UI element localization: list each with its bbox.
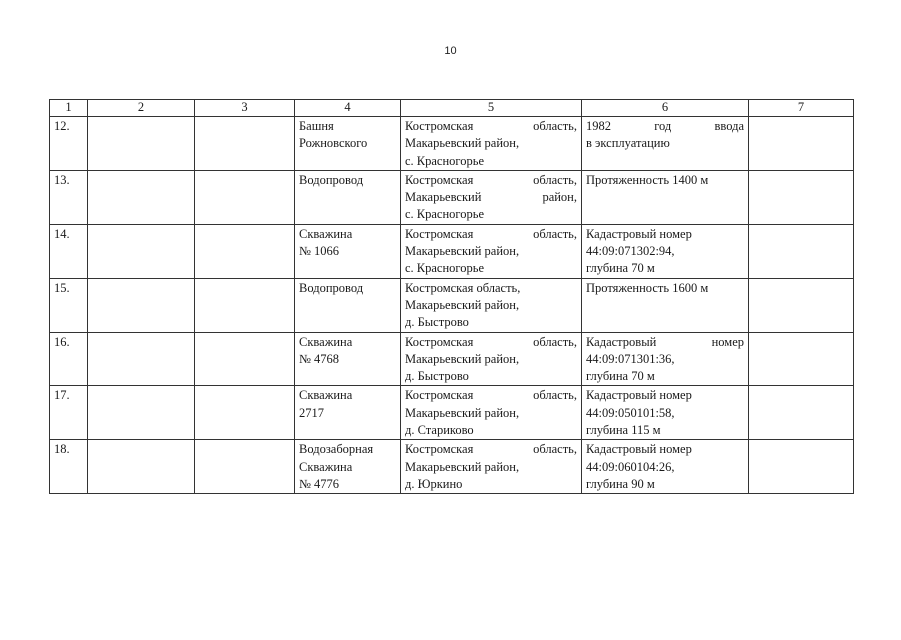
column-header: 1: [50, 100, 88, 117]
col7-cell: [749, 386, 854, 440]
table-row: [50, 386, 854, 440]
column-number-row: [50, 100, 854, 117]
location-line: Макарьевский район,: [405, 136, 520, 151]
location-cell: [401, 117, 582, 171]
col7-cell: [749, 278, 854, 332]
location-line: Макарьевский район,: [405, 244, 520, 259]
col7-cell: [749, 440, 854, 494]
table-row: [50, 278, 854, 332]
object-name-cell: [295, 278, 401, 332]
object-name-cell: [295, 224, 401, 278]
location-line: д. Быстрово: [405, 369, 469, 384]
col7-cell: [749, 117, 854, 171]
location-line: с. Красногорье: [405, 207, 484, 222]
column-header: 2: [88, 100, 195, 117]
location-line: Костромская область,: [405, 172, 577, 187]
location-line: Костромская область,: [405, 226, 577, 241]
column-header: 7: [749, 100, 854, 117]
row-number-cell: 13.: [50, 170, 88, 224]
location-cell: [401, 440, 582, 494]
location-line: Костромская область,: [405, 334, 577, 349]
location-line: д. Стариково: [405, 423, 474, 438]
column-header: 5: [401, 100, 582, 117]
location-line: Костромская область,: [405, 119, 577, 133]
details-line: Кадастровый номер: [586, 442, 692, 457]
location-line: д. Быстрово: [405, 315, 469, 330]
table-row: [50, 170, 854, 224]
row-number-cell: 18.: [50, 440, 88, 494]
registry-table: [49, 99, 854, 494]
col2-cell: [88, 440, 195, 494]
details-cell: [582, 170, 749, 224]
row-number-cell: 12.: [50, 117, 88, 171]
details-line: Кадастровый номер: [586, 226, 692, 241]
col3-cell: [195, 117, 295, 171]
details-line: глубина 115 м: [586, 423, 661, 438]
location-line: Макарьевский район,: [405, 351, 520, 366]
details-line: глубина 70 м: [586, 261, 655, 276]
col7-cell: [749, 224, 854, 278]
location-line: Макарьевский район,: [405, 190, 577, 205]
col2-cell: [88, 386, 195, 440]
location-cell: [401, 332, 582, 386]
details-cell: [582, 332, 749, 386]
name-line: Водопровод: [299, 280, 364, 295]
location-line: Макарьевский район,: [405, 297, 520, 312]
details-line: Кадастровый номер: [586, 388, 692, 403]
details-line: в эксплуатацию: [586, 136, 670, 151]
object-name-cell: [295, 332, 401, 386]
location-cell: [401, 386, 582, 440]
details-line: 44:09:071301:36,: [586, 351, 675, 366]
name-line: Скважина: [299, 226, 353, 241]
col7-cell: [749, 332, 854, 386]
name-line: Скважина: [299, 388, 353, 403]
name-line: Скважина: [299, 459, 353, 474]
details-cell: [582, 224, 749, 278]
location-line: Костромская область,: [405, 280, 521, 295]
col3-cell: [195, 386, 295, 440]
name-line: Скважина: [299, 334, 353, 349]
details-line: Протяженность 1400 м: [586, 172, 709, 187]
table-row: [50, 224, 854, 278]
object-name-cell: [295, 117, 401, 171]
location-cell: [401, 278, 582, 332]
name-line: Рожновского: [299, 136, 368, 151]
table-row: [50, 332, 854, 386]
name-line: № 1066: [299, 244, 340, 259]
row-number-cell: 14.: [50, 224, 88, 278]
col2-cell: [88, 117, 195, 171]
location-line: Макарьевский район,: [405, 405, 520, 420]
name-line: Водозаборная: [299, 442, 374, 457]
name-line: Башня: [299, 119, 334, 133]
object-name-cell: [295, 170, 401, 224]
name-line: № 4768: [299, 351, 340, 366]
details-line: 1982 год ввода: [586, 119, 744, 133]
name-line: № 4776: [299, 476, 340, 491]
row-number-cell: 16.: [50, 332, 88, 386]
details-line: глубина 90 м: [586, 476, 655, 491]
table-row: [50, 440, 854, 494]
object-name-cell: [295, 440, 401, 494]
details-cell: [582, 386, 749, 440]
location-cell: [401, 224, 582, 278]
details-line: Кадастровый номер: [586, 334, 744, 349]
col3-cell: [195, 170, 295, 224]
row-number-cell: 17.: [50, 386, 88, 440]
table-row: [50, 117, 854, 171]
col2-cell: [88, 170, 195, 224]
page-number: 10: [444, 45, 457, 57]
col2-cell: [88, 278, 195, 332]
col2-cell: [88, 332, 195, 386]
object-name-cell: [295, 386, 401, 440]
location-line: д. Юркино: [405, 476, 463, 491]
column-header: 3: [195, 100, 295, 117]
row-number-cell: 15.: [50, 278, 88, 332]
col3-cell: [195, 278, 295, 332]
col3-cell: [195, 224, 295, 278]
col7-cell: [749, 170, 854, 224]
location-line: Макарьевский район,: [405, 459, 520, 474]
location-line: с. Красногорье: [405, 153, 484, 168]
details-line: 44:09:050101:58,: [586, 405, 675, 420]
details-cell: [582, 440, 749, 494]
name-line: Водопровод: [299, 172, 364, 187]
column-header: 6: [582, 100, 749, 117]
col3-cell: [195, 440, 295, 494]
name-line: 2717: [299, 405, 324, 420]
location-line: Костромская область,: [405, 388, 577, 403]
location-line: Костромская область,: [405, 442, 577, 457]
location-line: с. Красногорье: [405, 261, 484, 276]
col3-cell: [195, 332, 295, 386]
details-cell: [582, 117, 749, 171]
details-line: 44:09:071302:94,: [586, 244, 675, 259]
col2-cell: [88, 224, 195, 278]
location-cell: [401, 170, 582, 224]
details-line: 44:09:060104:26,: [586, 459, 675, 474]
column-header: 4: [295, 100, 401, 117]
details-line: глубина 70 м: [586, 369, 655, 384]
details-line: Протяженность 1600 м: [586, 280, 709, 295]
details-cell: [582, 278, 749, 332]
table-body: [50, 117, 854, 494]
